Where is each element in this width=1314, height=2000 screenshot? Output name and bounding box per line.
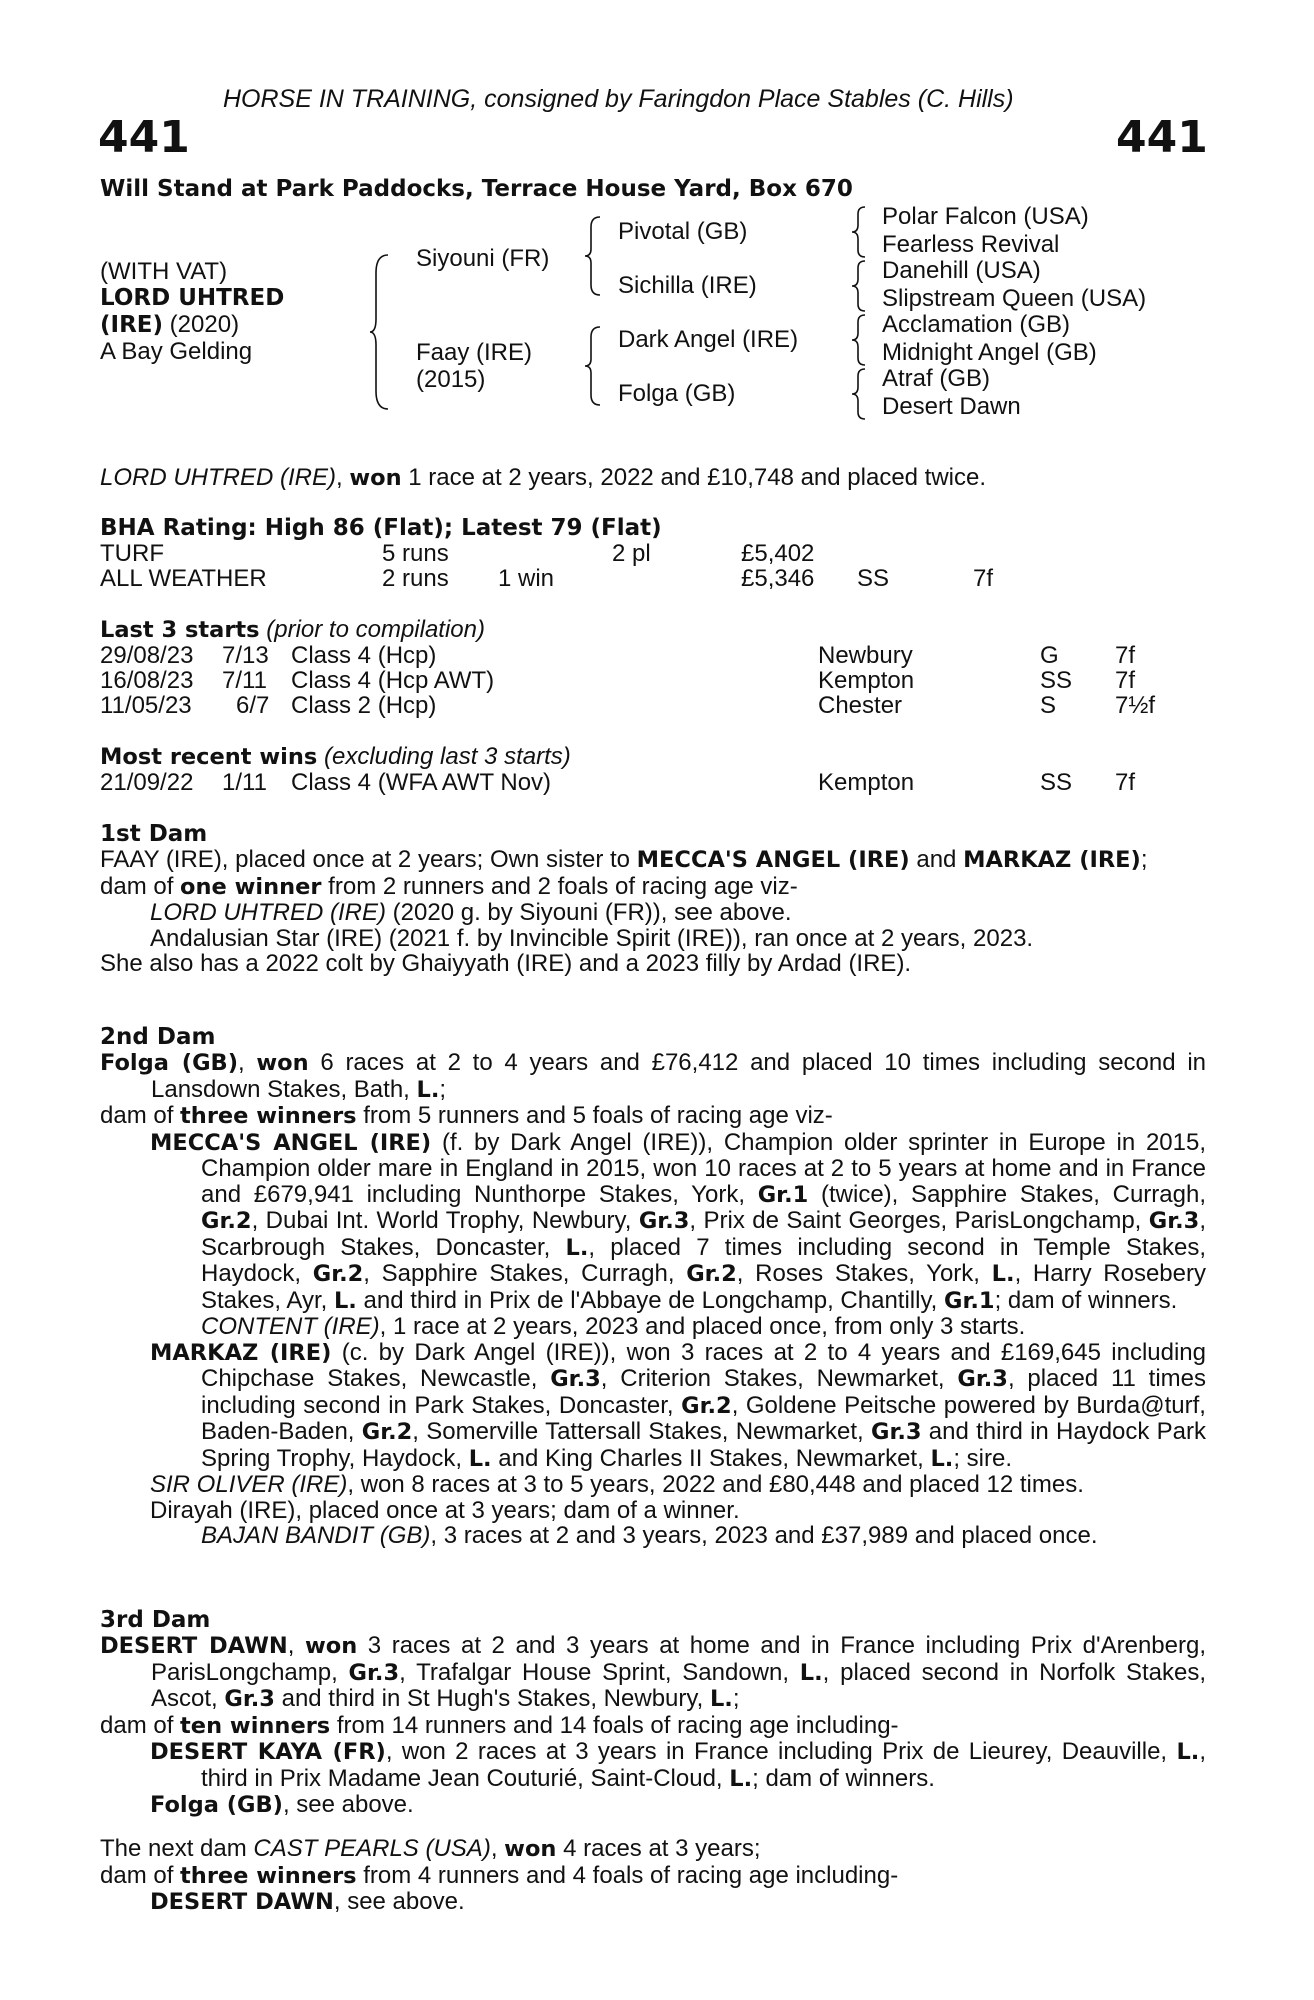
dam1-text: ; bbox=[1140, 846, 1148, 873]
pedigree-ggp-6: Midnight Angel (GB) bbox=[882, 339, 1097, 366]
next-dam-text: from 4 runners and 4 foals of racing age including- bbox=[356, 1861, 899, 1889]
win-race: Class 4 (WFA AWT Nov) bbox=[291, 769, 552, 796]
pedigree-ggp-5: Acclamation (GB) bbox=[882, 311, 1071, 338]
horse-origin: (IRE) bbox=[100, 312, 164, 338]
pedigree-dam-year: (2015) bbox=[416, 366, 486, 393]
start-position: 6/7 bbox=[236, 692, 270, 719]
mecca-text: , Harry Rosebery Stakes, Ayr, bbox=[201, 1260, 1206, 1314]
dam3-text: from 14 runners and 14 foals of racing age including- bbox=[330, 1711, 899, 1739]
dawn-text: , see above. bbox=[333, 1888, 465, 1915]
dam1-block bbox=[100, 847, 1206, 977]
pedigree-brace-3 bbox=[850, 313, 868, 367]
markaz-text: , Goldene Peitsche powered by Burda@turf, Baden-Baden, bbox=[201, 1391, 1206, 1445]
vat-note: (WITH VAT) bbox=[100, 258, 228, 285]
start-race: Class 2 (Hcp) bbox=[291, 692, 437, 719]
start-date: 11/05/23 bbox=[100, 692, 192, 719]
mecca-text: , placed 7 times including second in Temple Stakes, Haydock, bbox=[201, 1233, 1206, 1287]
dam1-produce-1 bbox=[100, 900, 1206, 926]
pedigree-sire-sire: Pivotal (GB) bbox=[618, 218, 748, 245]
dam1-text: dam of bbox=[100, 872, 181, 900]
lot-number-left: 441 bbox=[98, 112, 190, 163]
next-dam-text: The next dam bbox=[100, 1835, 254, 1862]
listed-badge: L. bbox=[468, 1445, 492, 1472]
horse-name: LORD UHTRED bbox=[100, 285, 285, 311]
dam3-produce-kaya bbox=[100, 1739, 1206, 1792]
dam1-intro bbox=[100, 847, 1206, 874]
race-summary: LORD UHTRED (IRE), won 1 race at 2 years, 2022 and £10,748 and placed twice. bbox=[100, 464, 987, 491]
folga-text: , see above. bbox=[282, 1791, 414, 1818]
dam2-text: ; bbox=[439, 1075, 447, 1103]
dam2-produce-oliver bbox=[100, 1472, 1206, 1498]
group-badge: Gr.2 bbox=[361, 1419, 413, 1445]
summary-won: won bbox=[349, 465, 402, 491]
dawn-name: DESERT DAWN bbox=[150, 1889, 334, 1915]
pedigree-sire-dam: Sichilla (IRE) bbox=[618, 272, 757, 299]
pedigree-brace-2 bbox=[850, 259, 868, 313]
dam2-produce-dirayah: Dirayah (IRE), placed once at 3 years; dam of a winner. bbox=[150, 1496, 740, 1524]
win-going: SS bbox=[1040, 769, 1073, 796]
dam3-text: , placed second in Norfolk Stakes, Ascot, bbox=[151, 1658, 1206, 1712]
mecca-text: , Sapphire Stakes, Curragh, bbox=[363, 1260, 687, 1287]
start-race: Class 4 (Hcp) bbox=[291, 642, 437, 669]
start-distance: 7½f bbox=[1115, 692, 1156, 719]
start-distance: 7f bbox=[1115, 667, 1136, 694]
pedigree-dam-sire: Dark Angel (IRE) bbox=[618, 326, 799, 353]
dam2-winners: three winners bbox=[180, 1103, 357, 1129]
next-dam-winners: three winners bbox=[180, 1862, 357, 1889]
pedigree-brace-4 bbox=[850, 367, 868, 421]
dam3-text: 3 races at 2 and 3 years at home and in France including Prix d'Arenberg, ParisLongchamp, bbox=[151, 1632, 1206, 1686]
summary-text: 1 race at 2 years, 2022 and £10,748 and placed twice. bbox=[401, 464, 987, 491]
markaz-text: , Criterion Stakes, Newmarket, bbox=[600, 1365, 958, 1392]
start-race: Class 4 (Hcp AWT) bbox=[291, 667, 495, 694]
recent-wins-note: (excluding last 3 starts) bbox=[317, 743, 571, 770]
next-dam-block bbox=[100, 1836, 1206, 1916]
start-position: 7/11 bbox=[222, 667, 267, 694]
pedigree-ggp-2: Fearless Revival bbox=[882, 231, 1060, 258]
dam2-text: dam of bbox=[100, 1102, 181, 1129]
dam2-produce-mecca bbox=[100, 1130, 1206, 1315]
listed-badge: L. bbox=[991, 1261, 1015, 1287]
summary-horse-name: LORD UHTRED (IRE) bbox=[100, 464, 337, 491]
rating-row-placed: 2 pl bbox=[612, 540, 651, 567]
consignor-title: HORSE IN TRAINING, consigned by Faringdon Place Stables (C. Hills) bbox=[223, 85, 1014, 113]
dam3-text: , bbox=[287, 1632, 305, 1659]
next-dam-intro bbox=[100, 1836, 1206, 1863]
recent-wins-title: Most recent wins bbox=[100, 744, 318, 770]
dam1-text: FAAY (IRE), placed once at 2 years; Own sister to bbox=[100, 846, 637, 873]
dam2-produce-bajan bbox=[100, 1523, 1206, 1549]
win-distance: 7f bbox=[1115, 769, 1136, 796]
dam1-produce-note: She also has a 2022 colt by Ghaiyyath (IRE) and a 2023 filly by Ardad (IRE). bbox=[100, 950, 912, 977]
pedigree-brace-dam bbox=[583, 325, 603, 407]
group-badge: Gr.2 bbox=[686, 1261, 737, 1287]
mecca-text: , Roses Stakes, York, bbox=[736, 1260, 992, 1287]
dam3-heading: 3rd Dam bbox=[100, 1607, 211, 1633]
dam2-text: , bbox=[238, 1049, 257, 1076]
start-going: G bbox=[1040, 642, 1059, 669]
dam3-text: ; bbox=[732, 1685, 740, 1712]
dam1-winners: one winner bbox=[180, 873, 322, 900]
mecca-text: ; dam of winners. bbox=[994, 1286, 1178, 1314]
start-going: SS bbox=[1040, 667, 1073, 694]
markaz-text: , placed 11 times including second in Park Stakes, Doncaster, bbox=[201, 1365, 1207, 1419]
start-course: Newbury bbox=[818, 642, 913, 669]
markaz-text: (c. by Dark Angel (IRE)), won 3 races at 2 to 4 years and £169,645 including Chipchase Stakes, Newcastle, bbox=[201, 1338, 1207, 1392]
content-name: CONTENT (IRE) bbox=[201, 1313, 380, 1340]
pedigree-ggp-4: Slipstream Queen (USA) bbox=[882, 285, 1147, 312]
win-date: 21/09/22 bbox=[100, 769, 194, 796]
dam1-sibling-2: MARKAZ (IRE) bbox=[963, 847, 1141, 873]
folga-name: Folga (GB) bbox=[150, 1792, 283, 1818]
group-badge: Gr.2 bbox=[201, 1208, 252, 1234]
rating-row-runs: 5 runs bbox=[382, 540, 449, 567]
group-badge: Gr.3 bbox=[1148, 1208, 1200, 1234]
kaya-text: , third in Prix Madame Jean Couturié, Saint-Cloud, bbox=[201, 1738, 1206, 1792]
dam2-text: 6 races at 2 to 4 years and £76,412 and placed 10 times including second in Lansdown Stakes, Bath, bbox=[151, 1049, 1207, 1103]
next-dam-name: CAST PEARLS (USA) bbox=[253, 1835, 491, 1862]
mecca-text: (twice), Sapphire Stakes, Curragh, bbox=[808, 1180, 1206, 1208]
dam2-produce-summary bbox=[100, 1103, 1206, 1130]
dam2-produce-content bbox=[100, 1314, 1206, 1340]
kaya-text: ; dam of winners. bbox=[752, 1764, 935, 1792]
recent-wins-heading bbox=[100, 744, 571, 770]
listed-badge: L. bbox=[416, 1076, 440, 1103]
group-badge: Gr.2 bbox=[312, 1261, 364, 1287]
dam1-text: from 2 runners and 2 foals of racing age viz- bbox=[321, 872, 798, 900]
dam3-block bbox=[100, 1633, 1206, 1819]
pedigree-sire: Siyouni (FR) bbox=[416, 245, 550, 272]
group-badge: Gr.3 bbox=[638, 1208, 690, 1234]
rating-row-surface: ALL WEATHER bbox=[100, 565, 267, 592]
horse-name-line2 bbox=[100, 312, 239, 338]
group-badge: Gr.1 bbox=[944, 1287, 995, 1314]
win-position: 1/11 bbox=[222, 769, 267, 796]
mecca-name: MECCA'S ANGEL (IRE) bbox=[150, 1129, 432, 1156]
rating-row-surface: TURF bbox=[100, 540, 164, 567]
next-dam-produce-dawn bbox=[100, 1889, 1206, 1916]
dam1-produce-name: LORD UHTRED (IRE) bbox=[150, 899, 387, 926]
win-course: Kempton bbox=[818, 769, 915, 796]
mecca-text: and third in Prix de l'Abbaye de Longchamp, Chantilly, bbox=[356, 1286, 945, 1314]
markaz-text: , Somerville Tattersall Stakes, Newmarket, bbox=[412, 1418, 871, 1445]
rating-row-runs: 2 runs bbox=[382, 565, 449, 592]
group-badge: Gr.3 bbox=[224, 1686, 275, 1712]
next-dam-text: 4 races at 3 years; bbox=[556, 1835, 761, 1862]
dam1-sibling-1: MECCA'S ANGEL (IRE) bbox=[636, 847, 910, 873]
group-badge: Gr.3 bbox=[870, 1419, 922, 1445]
listed-badge: L. bbox=[729, 1765, 753, 1792]
dam1-text: and bbox=[909, 846, 964, 873]
mecca-text: , Prix de Saint Georges, ParisLongchamp, bbox=[689, 1207, 1149, 1234]
rating-row-going: SS bbox=[857, 565, 890, 592]
group-badge: Gr.2 bbox=[681, 1392, 732, 1419]
pedigree-dam: Faay (IRE) bbox=[416, 339, 533, 366]
dam2-heading: 2nd Dam bbox=[100, 1024, 216, 1050]
stand-location: Will Stand at Park Paddocks, Terrace House Yard, Box 670 bbox=[100, 176, 853, 202]
markaz-text: and King Charles II Stakes, Newmarket, bbox=[491, 1444, 931, 1472]
start-course: Chester bbox=[818, 692, 903, 719]
dam1-produce-2: Andalusian Star (IRE) (2021 f. by Invincible Spirit (IRE)), ran once at 2 years, 2023. bbox=[150, 924, 1034, 952]
bajan-text: , 3 races at 2 and 3 years, 2023 and £37,989 and placed once. bbox=[430, 1522, 1098, 1549]
dam2-intro bbox=[100, 1050, 1206, 1103]
dam1-text: (2020 g. by Siyouni (FR)), see above. bbox=[386, 899, 792, 926]
bajan-name: BAJAN BANDIT (GB) bbox=[201, 1522, 431, 1549]
dam3-text: dam of bbox=[100, 1711, 181, 1739]
listed-badge: L. bbox=[565, 1234, 589, 1261]
dam2-block bbox=[100, 1050, 1206, 1549]
listed-badge: L. bbox=[333, 1287, 357, 1314]
rating-row-distance: 7f bbox=[973, 565, 994, 592]
pedigree-ggp-3: Danehill (USA) bbox=[882, 257, 1041, 284]
mecca-text: , Dubai Int. World Trophy, Newbury, bbox=[251, 1207, 639, 1234]
rating-row-prize: £5,402 bbox=[741, 540, 815, 567]
next-dam-won: won bbox=[504, 1836, 557, 1862]
pedigree-brace-sire bbox=[583, 215, 603, 297]
dam3-produce-summary bbox=[100, 1713, 1206, 1740]
dam2-won: won bbox=[256, 1050, 309, 1076]
start-going: S bbox=[1040, 692, 1057, 719]
group-badge: Gr.3 bbox=[957, 1366, 1008, 1392]
start-course: Kempton bbox=[818, 667, 915, 694]
dam2-produce-markaz bbox=[100, 1340, 1206, 1473]
horse-year: (2020) bbox=[163, 311, 240, 338]
listed-badge: L. bbox=[930, 1445, 954, 1472]
listed-badge: L. bbox=[799, 1659, 823, 1686]
markaz-text: and third in Haydock Park Spring Trophy, Haydock, bbox=[201, 1418, 1206, 1472]
mecca-text: , Scarbrough Stakes, Doncaster, bbox=[201, 1207, 1206, 1261]
pedigree-brace-main bbox=[368, 253, 392, 411]
oliver-text: , won 8 races at 3 to 5 years, 2022 and £80,448 and placed 12 times. bbox=[347, 1471, 1084, 1498]
kaya-name: DESERT KAYA (FR) bbox=[150, 1739, 386, 1765]
dam2-text: from 5 runners and 5 foals of racing age viz- bbox=[356, 1102, 833, 1129]
oliver-name: SIR OLIVER (IRE) bbox=[150, 1471, 348, 1498]
last-starts-title: Last 3 starts bbox=[100, 617, 260, 643]
listed-badge: L. bbox=[1176, 1739, 1200, 1765]
dam3-name: DESERT DAWN bbox=[100, 1633, 288, 1659]
dam3-winners: ten winners bbox=[180, 1712, 331, 1739]
dam3-produce-folga bbox=[100, 1792, 1206, 1819]
rating-row-prize: £5,346 bbox=[741, 565, 815, 592]
pedigree-dam-dam: Folga (GB) bbox=[618, 380, 736, 407]
dam3-won: won bbox=[304, 1633, 358, 1659]
group-badge: Gr.3 bbox=[348, 1659, 400, 1686]
pedigree-ggp-7: Atraf (GB) bbox=[882, 365, 991, 392]
bha-rating-heading: BHA Rating: High 86 (Flat); Latest 79 (Flat) bbox=[100, 515, 662, 541]
dam1-heading: 1st Dam bbox=[100, 821, 208, 847]
last-starts-note: (prior to compilation) bbox=[259, 616, 485, 643]
markaz-text: ; sire. bbox=[953, 1444, 1013, 1472]
lot-number-right: 441 bbox=[1116, 112, 1208, 163]
pedigree-ggp-1: Polar Falcon (USA) bbox=[882, 203, 1089, 230]
dam2-name: Folga (GB) bbox=[100, 1050, 238, 1076]
dam1-produce-summary bbox=[100, 874, 1206, 901]
mecca-text: (f. by Dark Angel (IRE)), Champion older sprinter in Europe in 2015, Champion older mare in England in 2015, won 10 races at 2 to 5 years at home and in France and £679,941 including Nunthorpe Stakes, York, bbox=[201, 1128, 1206, 1208]
next-dam-text: dam of bbox=[100, 1861, 181, 1889]
horse-description: A Bay Gelding bbox=[100, 338, 253, 365]
listed-badge: L. bbox=[709, 1686, 733, 1712]
next-dam-produce-summary bbox=[100, 1863, 1206, 1890]
group-badge: Gr.3 bbox=[550, 1366, 601, 1392]
rating-row-wins: 1 win bbox=[498, 565, 555, 592]
last-starts-heading bbox=[100, 617, 485, 643]
markaz-name: MARKAZ (IRE) bbox=[150, 1339, 332, 1366]
start-date: 29/08/23 bbox=[100, 642, 194, 669]
next-dam-text: , bbox=[490, 1835, 505, 1862]
start-position: 7/13 bbox=[222, 642, 269, 669]
dam3-intro bbox=[100, 1633, 1206, 1713]
kaya-text: , won 2 races at 3 years in France including Prix de Lieurey, Deauville, bbox=[385, 1738, 1177, 1765]
group-badge: Gr.1 bbox=[757, 1181, 809, 1208]
pedigree-brace-1 bbox=[850, 205, 868, 259]
dam3-text: and third in St Hugh's Stakes, Newbury, bbox=[274, 1685, 710, 1712]
start-distance: 7f bbox=[1115, 642, 1136, 669]
start-date: 16/08/23 bbox=[100, 667, 194, 694]
dam3-text: , Trafalgar House Sprint, Sandown, bbox=[399, 1658, 800, 1686]
content-text: , 1 race at 2 years, 2023 and placed once, from only 3 starts. bbox=[379, 1313, 1026, 1340]
pedigree-ggp-8: Desert Dawn bbox=[882, 393, 1021, 420]
